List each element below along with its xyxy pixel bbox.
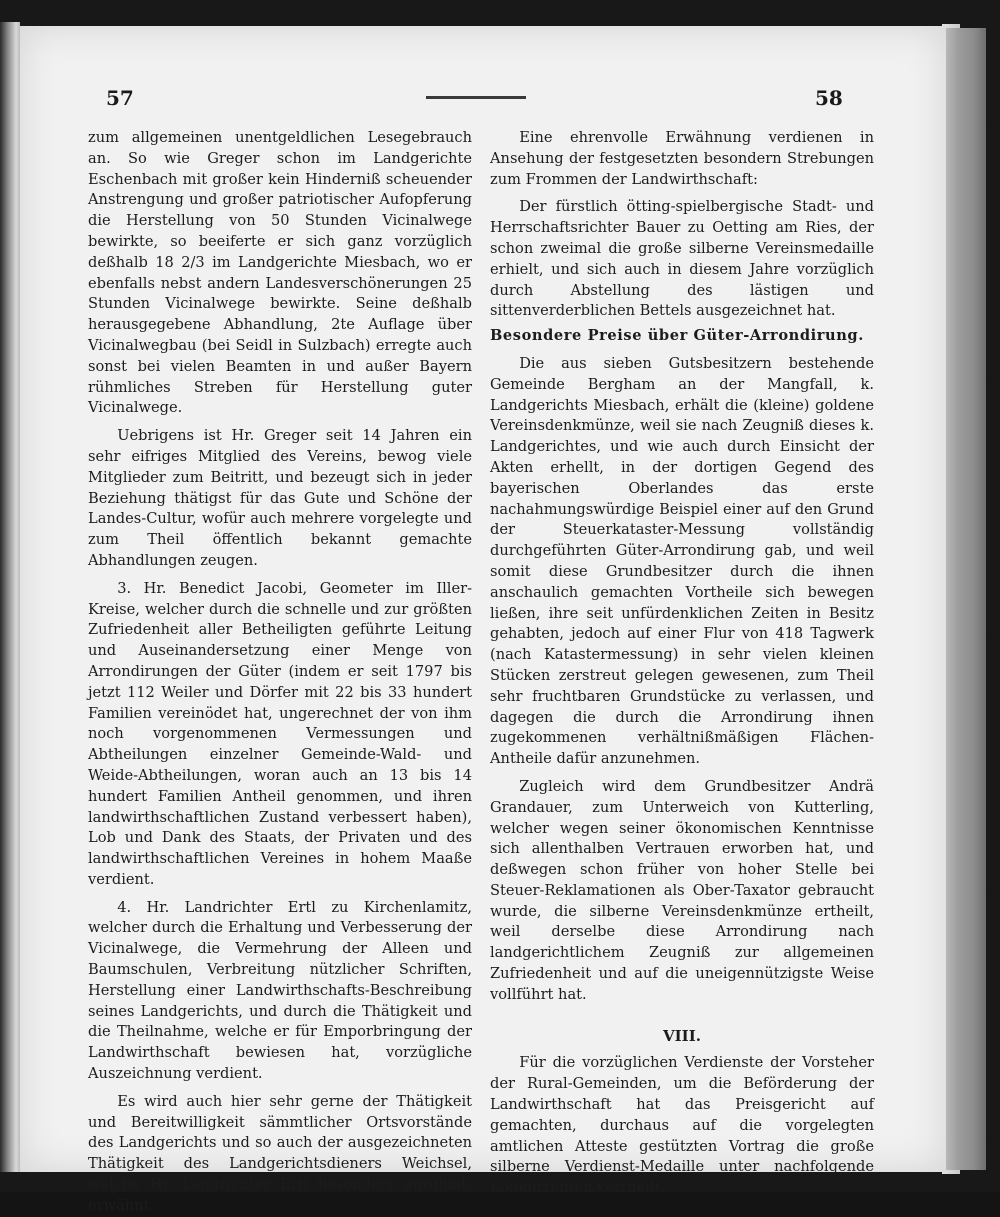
paragraph: zum allgemeinen unentgeldlichen Lesegebrauch an. So wie Greger schon im Landgerichte Eschenbach mit großer kein Hinderniß scheuender Anstrengung und großer patriotischer Aufopferung die Herstellung von 50 Stunden Vicinalwege bewirkte, so beeiferte er sich ganz vorzüglich deßhalb 18 2/3 im Landgerichte Miesbach, wo er ebenfalls nebst andern Landesverschönerungen 25 Stunden Vicinalwege bewirkte. Seine deßhalb herausgegebene Abhandlung, 2te Auflage über Vicinalwegbau (bei Seidl in Sulzbach) erregte auch sonst bei vielen Beamten in und außer Bayern rühmliches Streben für Herstellung guter Vicinalwege.	[88, 129, 472, 417]
page-spread	[20, 26, 946, 1214]
right-column	[490, 128, 874, 1199]
section-heading: Besondere Preise über Güter-Arrondirung.	[490, 327, 864, 345]
left-column	[88, 128, 472, 1217]
page-number-left: 57	[106, 86, 134, 110]
left-page-edge	[0, 22, 20, 1172]
header-rule	[426, 96, 526, 99]
paragraph: Eine ehrenvolle Erwähnung verdienen in Ansehung der festgesetzten besondern Strebungen zum Frommen der Landwirthschaft:	[490, 129, 874, 188]
paragraph: Zugleich wird dem Grundbesitzer Andrä Grandauer, zum Unterweich von Kutterling, welcher wegen seiner ökonomischen Kenntnisse sich allenthalben Vertrauen erworben hat, und deßwegen schon früher von hoher Stelle bei Steuer-Reklamationen als Ober-Taxator gebraucht wurde, die silberne Vereinsdenkmünze ertheilt, weil derselbe diese Arrondirung nach landgerichtlichem Zeugniß zur allgemeinen Zufriedenheit und auf die uneigennützigste Weise vollführt hat.	[490, 777, 874, 1003]
paragraph: 4. Hr. Landrichter Ertl zu Kirchenlamitz, welcher durch die Erhaltung und Verbesserung der Vicinalwege, die Vermehrung der Alleen und Baumschulen, Verbreitung nützlicher Schriften, Herstellung einer Landwirthschafts-Beschreibung seines Landgerichts, und durch die Thätigkeit und die Theilnahme, welche er für Emporbringung der Landwirthschaft bewiesen hat, vorzügliche Auszeichnung verdient.	[88, 898, 472, 1083]
paragraph: Es wird auch hier sehr gerne der Thätigkeit und Bereitwilligkeit sämmtlicher Ortsvorstände des Landgerichts und so auch der ausgezeichneten Thätigkeit des Landgerichtsdieners Weichsel, welche Hr. Landrichter Ertl besonders anrühmt, erwähnt.	[88, 1092, 472, 1214]
paragraph: 3. Hr. Benedict Jacobi, Geometer im Iller-Kreise, welcher durch die schnelle und zur größten Zufriedenheit aller Betheiligten geführte Leitung und Auseinandersetzung einer Menge von Arrondirungen der Güter (indem er seit 1797 bis jetzt 112 Weiler und Dörfer mit 22 bis 33 hundert Familien vereinödet hat, ungerechnet der von ihm noch vorgenommenen Vermessungen und Abtheilungen einzelner Gemeinde-Wald- und Weide-Abtheilungen, woran auch an 13 bis 14 hundert Familien Antheil genommen, und ihren landwirthschaftlichen Zustand verbessert haben), Lob und Dank des Staats, der Privaten und des landwirthschaftlichen Vereines in hohem Maaße verdient.	[88, 579, 472, 888]
paragraph: Uebrigens ist Hr. Greger seit 14 Jahren ein sehr eifriges Mitglied des Vereins, bewog viele Mitglieder zum Beitritt, und bezeugt sich in jeder Beziehung thätigst für das Gute und Schöne der Landes-Cultur, wofür auch mehrere vorgelegte und zum Theil öffentlich bekannt gemachte Abhandlungen zeugen.	[88, 427, 472, 569]
paragraph: Die aus sieben Gutsbesitzern bestehende Gemeinde Bergham an der Mangfall, k. Landgerichts Miesbach, erhält die (kleine) goldene Vereinsdenkmünze, weil sie nach Zeugniß dieses k. Landgerichtes, und wie auch durch Einsicht der Akten erhellt, in der dortigen Gegend des bayerischen Oberlandes das erste nachahmungswürdige Beispiel einer auf den Grund der Steuerkataster-Messung vollständig durchgeführten Güter-Arrondirung gab, und weil somit diese Grundbesitzer durch die ihnen anschaulich gemachten Vortheile sich bewegen ließen, ihre seit unfürdenklichen Zeiten in Besitz gehabten, jedoch auf einer Flur von 418 Tagwerk (nach Katastermessung) in sehr vielen kleinen Stücken zerstreut gelegen gewesenen, zum Theil sehr fruchtbaren Grundstücke zu verlassen, und dagegen die durch die Arrondirung ihnen zugekommenen verhältnißmäßigen Flächen-Antheile dafür anzunehmen.	[490, 354, 874, 768]
paragraph: Für die vorzüglichen Verdienste der Vorsteher der Rural-Gemeinden, um die Beförderung der Landwirthschaft hat das Preisgericht auf gemachten, durchaus auf die vorgelegten amtlichen Atteste gestützten Vortrag die große silberne Verdienst-Medaille unter nachfolgende Konkurrenten vertheilt.	[490, 1054, 874, 1197]
section-number: VIII.	[663, 1026, 701, 1045]
paragraph: Der fürstlich ötting-spielbergische Stadt- und Herrschaftsrichter Bauer zu Oetting am Ries, der schon zweimal die große silberne Vereinsmedaille erhielt, und sich auch in diesem Jahre vorzüglich durch Abstellung des lästigen und sittenverderblichen Bettels ausgezeichnet hat.	[490, 198, 874, 320]
page-number-right: 58	[815, 86, 843, 110]
book-cover-edge	[946, 28, 986, 1170]
